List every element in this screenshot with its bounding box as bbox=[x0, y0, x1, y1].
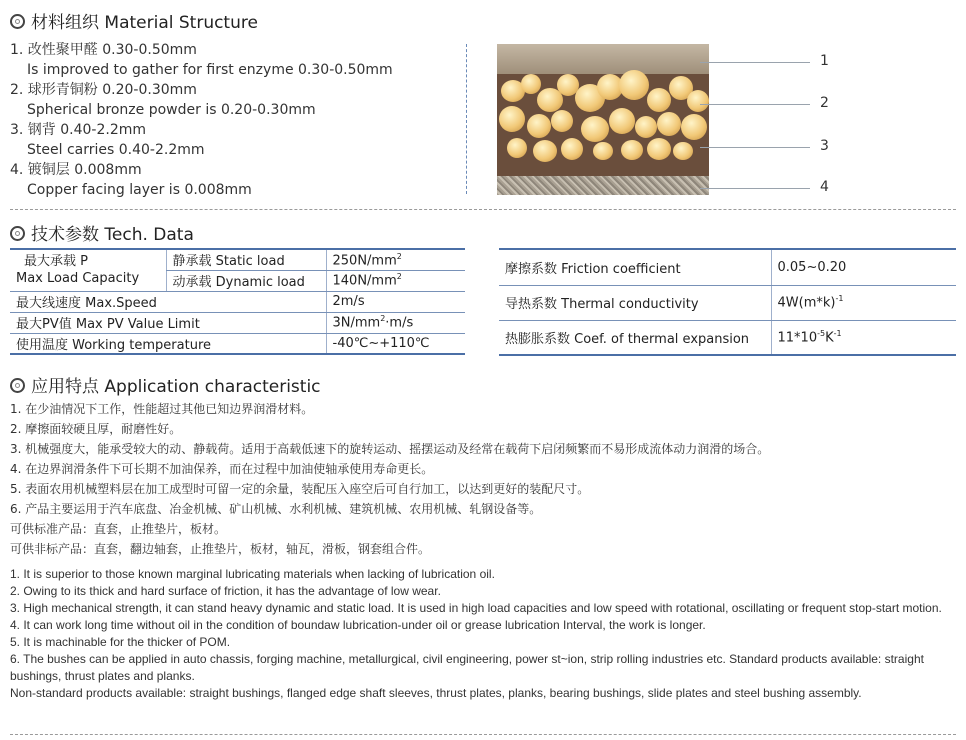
tech-table-right bbox=[499, 248, 956, 356]
list-item: 5. It is machinable for the thicker of POM. bbox=[10, 635, 231, 649]
list-item: 4. It can work long time without oil in the condition of boundaw lubrication-under oil or grease lubrication Interval, the work is longer. bbox=[10, 618, 706, 632]
application-section-title: 应用特点 Application characteristic bbox=[10, 372, 321, 397]
material-item-en: Is improved to gather for first enzyme 0.30-0.50mm bbox=[27, 62, 393, 78]
list-item: 可供标准产品：直套，止推垫片，板材。 bbox=[10, 522, 227, 536]
list-item: Non-standard products available: straight bushings, flanged edge shaft sleeves, thrust plates, planks, bearing bushings, slide plates and steel bushing assembly. bbox=[10, 686, 862, 700]
pv-label: 最大PV值 Max PV Value Limit bbox=[10, 312, 326, 333]
layer-label: 3 bbox=[820, 138, 829, 154]
material-item-cn: 3. 钢背 0.40-2.2mm bbox=[10, 122, 147, 138]
list-item: 2. Owing to its thick and hard surface of friction, it has the advantage of low wear. bbox=[10, 584, 441, 598]
application-cn-list bbox=[10, 399, 769, 559]
thermal-label: 导热系数 Thermal conductivity bbox=[499, 285, 771, 320]
list-item: 6. The bushes can be applied in auto chassis, forging machine, metallurgical, civil engineering, power st~ion, strip rolling industries etc. Standard products available: straight bushings, thrust plates and planks. bbox=[10, 652, 924, 683]
material-list bbox=[10, 40, 393, 200]
leader-line bbox=[700, 188, 810, 189]
application-en-list bbox=[10, 566, 960, 702]
temp-label: 使用温度 Working temperature bbox=[10, 333, 326, 354]
material-item-en: Copper facing layer is 0.008mm bbox=[27, 182, 252, 198]
circle-bullet-icon bbox=[10, 14, 25, 29]
list-item: 3. 机械强度大，能承受较大的动、静载荷。适用于高载低速下的旋转运动、摇摆运动及经常在载荷下启闭频繁而不易形成流体动力润滑的场合。 bbox=[10, 442, 770, 456]
circle-bullet-icon bbox=[10, 226, 25, 241]
material-item-en: Spherical bronze powder is 0.20-0.30mm bbox=[27, 102, 316, 118]
material-item-cn: 4. 镀铜层 0.008mm bbox=[10, 162, 142, 178]
dynamic-load-label: 动承载 Dynamic load bbox=[166, 270, 326, 291]
microstructure-image bbox=[497, 44, 709, 195]
list-item: 6. 产品主要运用于汽车底盘、冶金机械、矿山机械、水利机械、建筑机械、农用机械、轧钢设备等。 bbox=[10, 502, 542, 516]
leader-line bbox=[700, 104, 810, 105]
circle-bullet-icon bbox=[10, 378, 25, 393]
list-item: 可供非标产品：直套，翻边轴套，止推垫片，板材，轴瓦，滑板，钢套组合件。 bbox=[10, 542, 431, 556]
layer-label: 4 bbox=[820, 179, 829, 195]
static-load-label: 静承载 Static load bbox=[166, 249, 326, 270]
material-item-cn: 1. 改性聚甲醛 0.30-0.50mm bbox=[10, 42, 197, 58]
list-item: 2. 摩擦面较硬且厚，耐磨性好。 bbox=[10, 422, 182, 436]
dynamic-load-value: $140N/mm^2$ bbox=[326, 270, 465, 291]
expansion-value: $11*10^{-5}K^{-1}$ bbox=[771, 320, 956, 355]
expansion-label: 热膨胀系数 Coef. of thermal expansion bbox=[499, 320, 771, 355]
leader-line bbox=[700, 147, 810, 148]
layer-label: 1 bbox=[820, 53, 829, 69]
list-item: 3. High mechanical strength, it can stand heavy dynamic and static load. It is used in high load capacities and low speed with rotational, oscillating or frequent stop-start motion. bbox=[10, 601, 942, 615]
vertical-divider bbox=[466, 44, 467, 194]
pv-value: $3N/mm^2\cdot m/s$ bbox=[326, 312, 465, 333]
speed-label: 最大线速度 Max.Speed bbox=[10, 291, 326, 312]
material-item-en: Steel carries 0.40-2.2mm bbox=[27, 142, 205, 158]
section-divider bbox=[10, 209, 956, 210]
friction-label: 摩擦系数 Friction coefficient bbox=[499, 249, 771, 285]
max-load-cell: 最大承载 P Max Load Capacity bbox=[10, 249, 166, 291]
leader-line bbox=[700, 62, 810, 63]
material-item-cn: 2. 球形青铜粉 0.20-0.30mm bbox=[10, 82, 197, 98]
tech-table-left bbox=[10, 248, 465, 355]
speed-value: 2m/s bbox=[326, 291, 465, 312]
thermal-value: $4W(m*k)^{-1}$ bbox=[771, 285, 956, 320]
list-item: 1. It is superior to those known marginal lubricating materials when lacking of lubrication oil. bbox=[10, 567, 495, 581]
list-item: 1. 在少油情况下工作，性能超过其他已知边界润滑材料。 bbox=[10, 402, 314, 416]
temp-value: -40℃~+110℃ bbox=[326, 333, 465, 354]
layer-label: 2 bbox=[820, 95, 829, 111]
list-item: 5. 表面农用机械塑料层在加工成型时可留一定的余量，装配压入座空后可自行加工，以达到更好的装配尺寸。 bbox=[10, 482, 590, 496]
tech-section-title: 技术参数 Tech. Data bbox=[10, 220, 194, 245]
friction-value: 0.05~0.20 bbox=[771, 249, 956, 285]
static-load-value: $250N/mm^2$ bbox=[326, 249, 465, 270]
section-divider bbox=[10, 734, 956, 735]
material-section-title: 材料组织 Material Structure bbox=[10, 8, 258, 33]
list-item: 4. 在边界润滑条件下可长期不加油保养，而在过程中加油使轴承使用寿命更长。 bbox=[10, 462, 434, 476]
